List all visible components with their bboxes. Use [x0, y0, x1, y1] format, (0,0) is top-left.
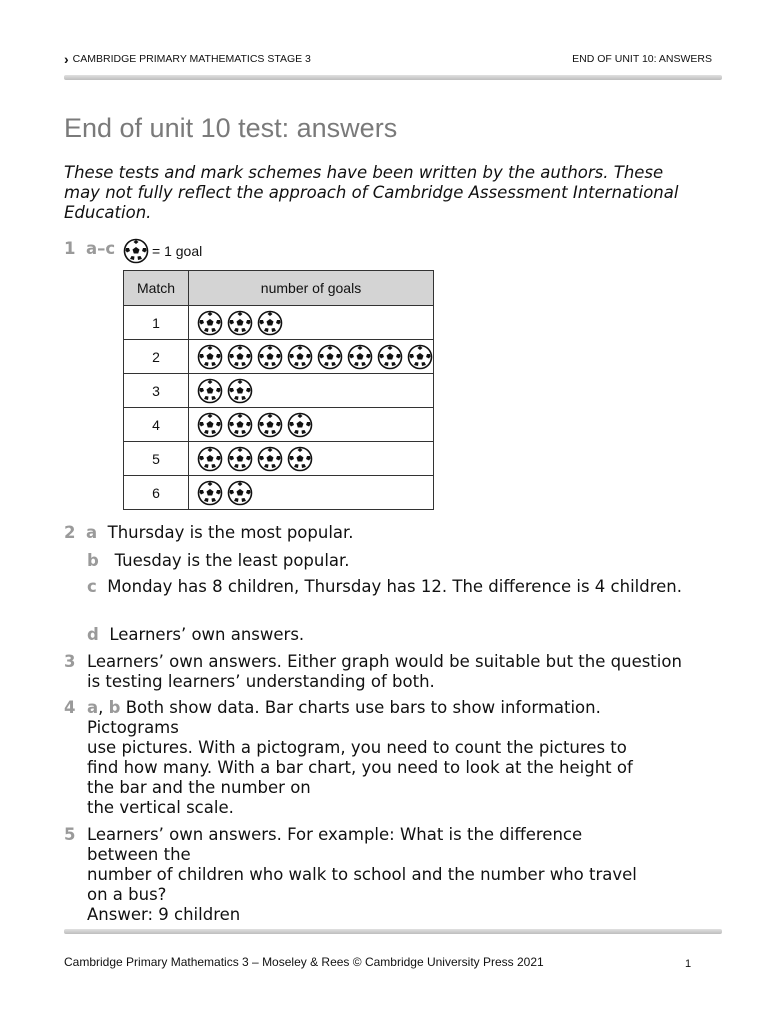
soccer-ball-icon — [197, 480, 223, 506]
answer-line: Both show data. Bar charts use bars to show information. — [125, 698, 601, 717]
soccer-ball-icon — [197, 344, 223, 370]
question-5 — [64, 825, 75, 845]
pictogram-table — [123, 270, 434, 510]
table-row — [124, 408, 434, 442]
page-number: 1 — [685, 958, 692, 970]
footer-copyright: Cambridge Primary Mathematics 3 – Moseley & Rees © Cambridge University Press 2021 — [64, 955, 544, 969]
key-text: = 1 goal — [152, 243, 203, 259]
question-part: a — [87, 698, 99, 717]
question-4-answer — [87, 698, 707, 818]
soccer-ball-icon — [287, 412, 313, 438]
question-3 — [64, 652, 75, 672]
question-number: 1 — [64, 239, 76, 258]
question-part: d — [87, 625, 99, 644]
question-2b — [87, 551, 350, 571]
question-number: 4 — [64, 698, 76, 717]
answer-text: Thursday is the most popular. — [107, 523, 354, 542]
question-4 — [64, 698, 75, 718]
soccer-ball-icon — [347, 344, 373, 370]
soccer-ball-icon — [197, 310, 223, 336]
question-number: 3 — [64, 652, 76, 671]
question-number: 5 — [64, 825, 76, 844]
soccer-ball-icon — [287, 344, 313, 370]
question-part: b — [87, 551, 99, 570]
goals-cell — [189, 408, 434, 442]
soccer-ball-icon — [197, 378, 223, 404]
table-header-row — [124, 271, 434, 306]
separator: , — [98, 698, 104, 717]
soccer-ball-icon — [377, 344, 403, 370]
soccer-ball-icon — [257, 310, 283, 336]
answer-line: Answer: 9 children — [87, 905, 241, 924]
question-part: b — [108, 698, 121, 717]
soccer-ball-icon — [197, 412, 223, 438]
soccer-ball-icon — [197, 446, 223, 472]
footer-divider — [64, 929, 722, 934]
column-header-match: Match — [124, 271, 189, 306]
question-2c — [87, 577, 697, 597]
goals-cell — [189, 476, 434, 510]
table-row — [124, 476, 434, 510]
table-row — [124, 340, 434, 374]
table-row — [124, 374, 434, 408]
match-number: 6 — [124, 476, 189, 510]
match-number: 3 — [124, 374, 189, 408]
answer-line: number of children who walk to school and the number who travel — [87, 865, 637, 884]
question-1-label — [64, 239, 115, 259]
soccer-ball-icon — [257, 412, 283, 438]
answer-text: Tuesday is the least popular. — [114, 551, 350, 570]
soccer-ball-icon — [227, 344, 253, 370]
answer-text: Monday has 8 children, Thursday has 12. The difference is 4 children. — [107, 577, 682, 596]
soccer-ball-icon — [257, 344, 283, 370]
question-part: c — [87, 577, 97, 596]
soccer-ball-icon — [407, 344, 433, 370]
question-part: a–c — [85, 239, 116, 258]
header-left — [64, 53, 311, 65]
question-2d — [87, 625, 304, 645]
chevron-right-icon: › — [64, 51, 69, 67]
question-part: a — [85, 523, 98, 542]
table-row — [124, 306, 434, 340]
question-number: 2 — [64, 523, 76, 542]
intro-text: These tests and mark schemes have been written by the authors. These may not fully reflect the approach of Cambridge Assessment International Education. — [64, 163, 679, 222]
soccer-ball-icon — [317, 344, 343, 370]
goals-cell — [189, 442, 434, 476]
answer-text: Learners’ own answers. — [109, 625, 305, 644]
soccer-ball-icon — [123, 238, 149, 264]
page-header — [64, 50, 722, 70]
match-number: 4 — [124, 408, 189, 442]
soccer-ball-icon — [227, 310, 253, 336]
answer-line: Learners’ own answers. For example: What is the difference — [87, 825, 583, 844]
table-row — [124, 442, 434, 476]
soccer-ball-icon — [227, 446, 253, 472]
header-divider — [64, 75, 722, 80]
soccer-ball-icon — [227, 412, 253, 438]
soccer-ball-icon — [257, 446, 283, 472]
pictogram-key — [123, 238, 202, 264]
page-title: End of unit 10 test: answers — [64, 113, 398, 143]
answer-line: between the — [87, 845, 191, 864]
soccer-ball-icon — [227, 480, 253, 506]
match-number: 5 — [124, 442, 189, 476]
goals-cell — [189, 340, 434, 374]
answer-line: find how many. With a bar chart, you need to look at the height of — [87, 758, 633, 777]
goals-cell — [189, 306, 434, 340]
question-5-answer — [87, 825, 707, 925]
answer-line: the vertical scale. — [87, 798, 234, 817]
question-2a — [64, 523, 354, 543]
answer-line: Pictograms — [87, 718, 179, 737]
match-number: 2 — [124, 340, 189, 374]
column-header-goals: number of goals — [189, 271, 434, 306]
soccer-ball-icon — [227, 378, 253, 404]
answer-line: on a bus? — [87, 885, 167, 904]
answer-line: use pictures. With a pictogram, you need to count the pictures to — [87, 738, 627, 757]
match-number: 1 — [124, 306, 189, 340]
question-3-answer: Learners’ own answers. Either graph would be suitable but the question is testing learners’ understanding of both. — [87, 652, 682, 691]
soccer-ball-icon — [287, 446, 313, 472]
goals-cell — [189, 374, 434, 408]
header-course-title: CAMBRIDGE PRIMARY MATHEMATICS STAGE 3 — [72, 53, 311, 65]
header-unit-title: END OF UNIT 10: ANSWERS — [572, 53, 712, 65]
answer-line: the bar and the number on — [87, 778, 311, 797]
